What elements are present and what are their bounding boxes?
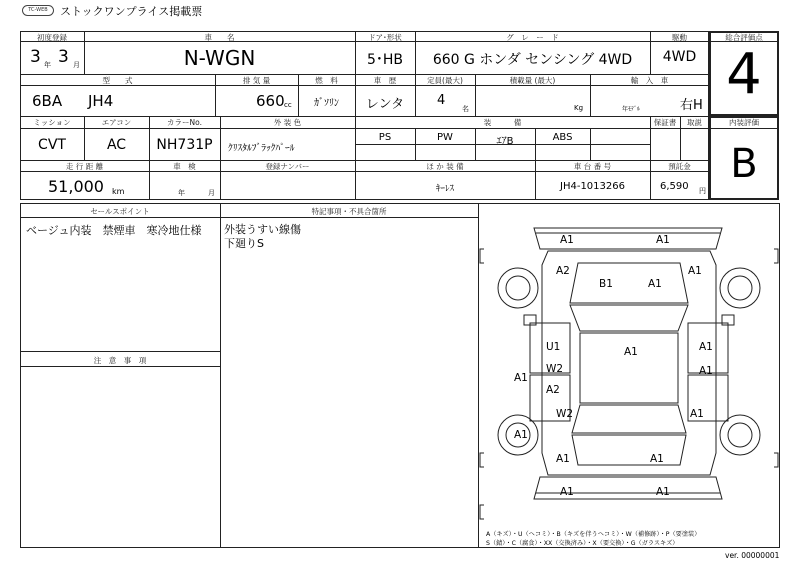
damage-mark: W2 <box>556 408 574 420</box>
other-equipment-label: ほ か 装 備 <box>426 162 464 171</box>
legend-line-2: S（錆）・C（腐食）・XX（交換済み）・X（要交換）・G（ガラスキズ） <box>486 540 679 547</box>
damage-mark: A1 <box>699 365 713 377</box>
grade-value: 660 G ホンダ センシング 4WD <box>432 52 633 68</box>
damage-mark: A1 <box>650 453 664 465</box>
mileage-unit: km <box>112 187 125 196</box>
legend-line-1: A（キズ）・U（ヘコミ）・B（キズを伴うヘコミ）・W（補修跡）・P（要塗装） <box>486 531 701 538</box>
import-label: 輸 入 車 <box>630 76 669 85</box>
interior-score-value: B <box>730 141 758 187</box>
deposit-unit: 円 <box>699 187 706 195</box>
warranty-label: 保証書 <box>653 118 677 127</box>
type-prefix: 6BA <box>32 92 63 110</box>
drive-value: 4WD <box>662 49 697 65</box>
fuel-label: 燃 料 <box>315 76 338 85</box>
inspection-month-unit: 月 <box>208 189 215 197</box>
version-label: ver. 00000001 <box>725 551 780 560</box>
damage-mark: A2 <box>556 265 570 277</box>
overall-score-label: 総合評価点 <box>725 33 763 42</box>
model-name-label: 車 名 <box>204 33 235 42</box>
damage-mark: U1 <box>546 341 561 353</box>
notes-label: 注 意 事 項 <box>93 356 147 365</box>
damage-mark: A2 <box>546 384 560 396</box>
damage-mark: A1 <box>656 234 670 246</box>
overall-score-value: 4 <box>726 42 762 107</box>
load-label: 積載量 (最大) <box>509 76 556 85</box>
history-label: 車 歴 <box>373 76 397 85</box>
first-reg-month: 3 <box>58 47 69 67</box>
color-code-value: NH731P <box>156 137 213 153</box>
damage-mark: A1 <box>560 486 574 498</box>
exterior-color-label: 外 装 色 <box>273 118 302 127</box>
capacity-label: 定員(最大) <box>427 76 463 85</box>
damage-mark: A1 <box>690 408 704 420</box>
capacity-unit: 名 <box>462 105 469 113</box>
page-title: ストックワンプライス掲載票 <box>60 5 203 18</box>
color-code-label: カラーNo. <box>167 118 202 127</box>
model-name-value: N-WGN <box>183 46 256 70</box>
equipment-abs: ABS <box>552 132 573 143</box>
first-reg-year: 3 <box>30 47 41 67</box>
exterior-color-value: ｸﾘｽﾀﾙﾌﾞﾗｯｸﾊﾟｰﾙ <box>228 143 295 154</box>
transmission-label: ミッション <box>33 118 71 127</box>
type-label: 型 式 <box>102 76 133 85</box>
damage-mark: A1 <box>648 278 662 290</box>
manual-label: 取説 <box>687 118 702 127</box>
displacement-unit: cc <box>284 101 292 109</box>
inspection-label: 車 検 <box>173 162 196 171</box>
steering-value: 右H <box>680 98 703 113</box>
damage-mark: A1 <box>556 453 570 465</box>
equipment-label: 装 備 <box>483 118 522 127</box>
capacity-value: 4 <box>437 93 446 108</box>
import-model-year: 年ﾓﾃﾞﾙ <box>622 106 641 113</box>
brand-logo: TC-WEB <box>22 5 54 16</box>
damage-mark: A1 <box>514 429 528 441</box>
history-value: レンタ <box>365 97 405 112</box>
inspection-year-unit: 年 <box>178 189 185 197</box>
grade-label: グ レ ー ド <box>506 33 559 42</box>
chassis-value: JH4-1013266 <box>560 181 625 192</box>
equipment-ps: PS <box>378 132 392 143</box>
deposit-label: 預託金 <box>668 162 691 171</box>
type-code: JH4 <box>88 92 114 110</box>
special-notes-line-1: 外装うすい線傷 <box>224 223 301 236</box>
sales-points-text: ベージュ内装 禁煙車 寒冷地仕様 <box>26 224 202 237</box>
damage-mark: B1 <box>599 278 613 290</box>
month-unit: 月 <box>73 61 80 69</box>
special-notes-label: 特記事項・不具合箇所 <box>311 207 387 216</box>
other-equipment-value: ｷｰﾚｽ <box>435 184 454 194</box>
sales-points-label: セールスポイント <box>90 207 150 216</box>
year-unit: 年 <box>44 61 51 69</box>
door-shape-label: ドア･形状 <box>368 33 402 42</box>
damage-mark: A1 <box>560 234 574 246</box>
damage-mark: A1 <box>624 346 638 358</box>
first-reg-label: 初度登録 <box>37 33 67 42</box>
aircon-label: エアコン <box>101 118 132 127</box>
damage-mark: A1 <box>688 265 702 277</box>
damage-mark: A1 <box>514 372 528 384</box>
load-unit: Kg <box>574 104 584 112</box>
deposit-value: 6,590 <box>660 181 689 192</box>
fuel-value: ｶﾞｿﾘﾝ <box>314 98 339 109</box>
car-damage-diagram <box>478 203 780 548</box>
chassis-label: 車 台 番 号 <box>573 162 612 171</box>
transmission-value: CVT <box>38 137 66 153</box>
mileage-value: 51,000 <box>48 177 104 196</box>
door-shape-value: 5･HB <box>366 52 404 68</box>
mileage-label: 走 行 距 離 <box>65 162 104 171</box>
damage-mark: W2 <box>546 363 564 375</box>
damage-mark: A1 <box>656 486 670 498</box>
interior-rating-label: 内装評価 <box>729 118 759 127</box>
special-notes-line-2: 下廻りS <box>224 237 264 250</box>
aircon-value: AC <box>106 137 127 153</box>
equipment-airbag: ｴｱB <box>496 136 514 147</box>
drive-label: 駆動 <box>672 33 687 42</box>
plate-label: 登録ナンバー <box>265 162 310 171</box>
damage-mark: A1 <box>699 341 713 353</box>
displacement-label: 排 気 量 <box>242 76 271 85</box>
equipment-pw: PW <box>437 132 453 143</box>
displacement-value: 660 <box>256 92 285 110</box>
